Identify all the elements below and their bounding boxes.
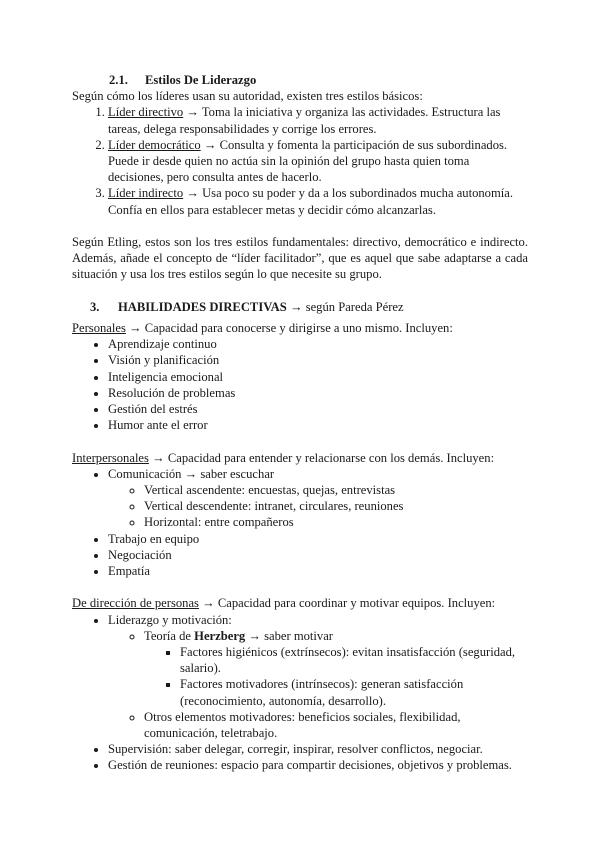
list-item: ◦ Otros elementos motivadores: beneficios sociales, flexibilidad, comunicación, teletrabajo. xyxy=(144,709,528,741)
list-item xyxy=(108,104,528,136)
document-page xyxy=(72,72,528,774)
list-item xyxy=(108,612,528,742)
category-label: Interpersonales xyxy=(72,450,149,465)
spacer xyxy=(72,579,528,595)
list-item: • Supervisión: saber delegar, corregir, inspirar, resolver conflictos, negociar. xyxy=(108,741,528,757)
list-item xyxy=(108,185,528,217)
factores-sublist xyxy=(144,644,528,709)
personales-heading xyxy=(72,320,528,336)
item-text: Comunicación → saber escuchar xyxy=(108,466,275,481)
list-item: • Resolución de problemas xyxy=(108,385,528,401)
list-item: • Empatía xyxy=(108,563,528,579)
list-item xyxy=(108,137,528,186)
category-description: → Capacidad para conocerse y dirigirse a uno mismo. Incluyen: xyxy=(125,321,453,336)
style-name: Líder democrático xyxy=(108,137,201,152)
section-subtitle: → según Pareda Pérez xyxy=(286,299,404,314)
spacer xyxy=(72,283,528,299)
list-item: ▪ Factores higiénicos (extrínsecos): evitan insatisfacción (seguridad, salario). xyxy=(180,644,528,676)
list-item: ▪ Factores motivadores (intrínsecos): generan satisfacción (reconocimiento, autonomía, desarrollo). xyxy=(180,676,528,708)
list-item xyxy=(108,466,528,531)
list-item: • Gestión de reuniones: espacio para compartir decisiones, objetivos y problemas. xyxy=(108,757,528,773)
spacer xyxy=(72,218,528,234)
interpersonales-list xyxy=(72,466,528,579)
section-title: Estilos De Liderazgo xyxy=(145,73,257,87)
herzberg-name: Herzberg xyxy=(194,628,246,643)
section-title: HABILIDADES DIRECTIVAS xyxy=(118,299,287,314)
leadership-styles-list xyxy=(72,104,528,217)
direccion-heading xyxy=(72,595,528,611)
category-label: De dirección de personas xyxy=(72,596,199,611)
direccion-list xyxy=(72,612,528,774)
etling-paragraph: Según Etling, estos son los tres estilos fundamentales: directivo, democrático e indirecto. Además, añade el concepto de “líder facilitador”, que es aquel que sabe adaptarse a cada situación y usa los tres estilos según lo que necesite su grupo. xyxy=(72,235,528,282)
item-text: → saber motivar xyxy=(245,628,333,643)
styles-intro: Según cómo los líderes usan su autoridad, existen tres estilos básicos: xyxy=(72,89,423,104)
section-number: 3. xyxy=(90,299,100,314)
list-item: • Visión y planificación xyxy=(108,352,528,368)
style-name: Líder indirecto xyxy=(108,186,184,201)
comunicacion-sublist xyxy=(108,482,528,531)
section-number: 2.1. xyxy=(109,73,128,87)
list-item: • Aprendizaje continuo xyxy=(108,336,528,352)
list-item: • Trabajo en equipo xyxy=(108,531,528,547)
list-item: • Inteligencia emocional xyxy=(108,369,528,385)
section-heading-2-1 xyxy=(109,72,528,88)
interpersonales-heading xyxy=(72,450,528,466)
category-description: → Capacidad para coordinar y motivar equipos. Incluyen: xyxy=(198,596,496,611)
style-description: → Usa poco su poder y da a los subordinados mucha autonomía. Confía en ellos para establecer metas y decidir cómo alcanzarlas. xyxy=(108,186,514,217)
style-description: → Consulta y fomenta la participación de sus subordinados. Puede ir desde quien no actúa sin la opinión del grupo hasta quien toma decisiones, pero consulta antes de hacerlo. xyxy=(108,137,508,185)
list-item: • Humor ante el error xyxy=(108,417,528,433)
category-label: Personales xyxy=(72,321,126,336)
list-item: ◦ Vertical descendente: intranet, circulares, reuniones xyxy=(144,498,528,514)
list-item: • Gestión del estrés xyxy=(108,401,528,417)
liderazgo-sublist xyxy=(108,628,528,741)
category-description: → Capacidad para entender y relacionarse con los demás. Incluyen: xyxy=(148,450,495,465)
list-item xyxy=(144,628,528,709)
list-item: ◦ Horizontal: entre compañeros xyxy=(144,514,528,530)
spacer xyxy=(72,433,528,449)
section-heading-3 xyxy=(90,299,528,315)
style-name: Líder directivo xyxy=(108,105,184,120)
personales-list xyxy=(72,336,528,433)
item-text: Teoría de xyxy=(144,628,195,643)
style-description: → Toma la iniciativa y organiza las actividades. Estructura las tareas, delega responsabilidades y corrige los errores. xyxy=(108,105,501,136)
list-item: ◦ Vertical ascendente: encuestas, quejas, entrevistas xyxy=(144,482,528,498)
item-text: Liderazgo y motivación: xyxy=(108,612,232,627)
list-item: • Negociación xyxy=(108,547,528,563)
